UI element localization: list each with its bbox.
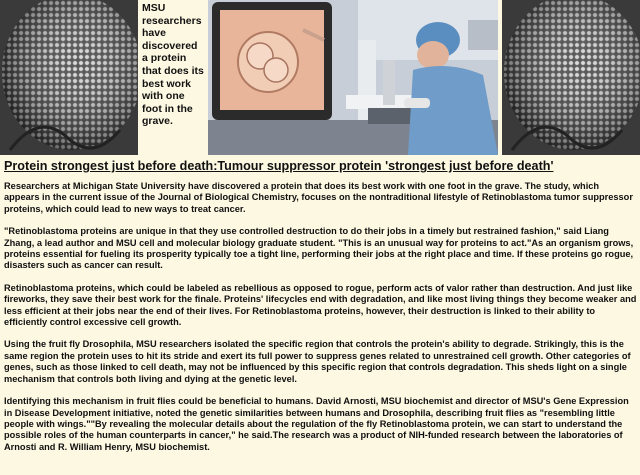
- lab-scene-illustration: [208, 0, 498, 155]
- fly-eye-illustration-left: [0, 0, 138, 155]
- photo-caption: MSU researchers have discovered a protein that does its best work with one foot in the grave.: [142, 2, 204, 128]
- article-paragraph: Researchers at Michigan State University have discovered a protein that does its best work with one foot in the grave. The study, which appears in the current issue of the Journal of Biological Chemistry, focuses on the nontraditional lifestyle of Retinoblastoma tumor suppressor proteins, which could lead to new ways to treat cancer.: [4, 181, 633, 214]
- fly-eye-illustration-right: [502, 0, 640, 155]
- article-paragraph: Identifying this mechanism in fruit flies could be beneficial to humans. David Arnosti, MSU biochemist and director of MSU's Gene Expression in Disease Development initiative, noted the genetic similarities between humans and Drosophila, describing fruit flies as "resembling little people with wings.""By revealing the molecular details about the regulation of the fly Retinoblastoma protein, we can start to understand the possible roles of the human counterparts in cancer," he said.The research was a product of NIH-funded research between the laboratories of Arnosti and R. William Henry, MSU biochemist.: [4, 396, 629, 452]
- header-images: [0, 0, 640, 155]
- article-body: [4, 181, 637, 464]
- article-paragraph: Retinoblastoma proteins, which could be labeled as rebellious as opposed to rogue, perform acts of valor rather than destruction. And just like fireworks, they save their best work for the finale. Proteins' lifecycles end with degradation, and like most living things they become weaker and less efficient at their jobs near the end of their lives. For Retinoblastoma proteins, however, their destruction is linked to their ability to efficiently control excessive cell growth.: [4, 282, 637, 328]
- lab-photo: [208, 0, 498, 155]
- fly-eye-image-left: [0, 0, 138, 155]
- fly-eye-image-right: [502, 0, 640, 155]
- article-paragraph: Using the fruit fly Drosophila, MSU researchers isolated the specific region that controls the protein's ability to degrade. Strikingly, this is the same region the protein uses to hit its stride and exert its full power to suppress genes related to unrestrained cell growth. Other categories of genes, such as those linked to cell death, may not be influenced by this specific region that controls degradation. This sheds light on a single mechanism that controls both living and dying at the genetic level.: [4, 339, 631, 384]
- article-paragraph: "Retinoblastoma proteins are unique in that they use controlled destruction to do their jobs in a timely but restrained fashion," said Liang Zhang, a lead author and MSU cell and molecular biology graduate student. "This is an unusual way for proteins to act."As an organism grows, proteins essential for fueling its prosperity typically toe a tight line, performing their jobs at the right place and time. If these proteins go rogue, disasters such as cancer can result.: [4, 226, 634, 271]
- article-title: Protein strongest just before death:Tumour suppressor protein 'strongest just before death': [4, 159, 554, 173]
